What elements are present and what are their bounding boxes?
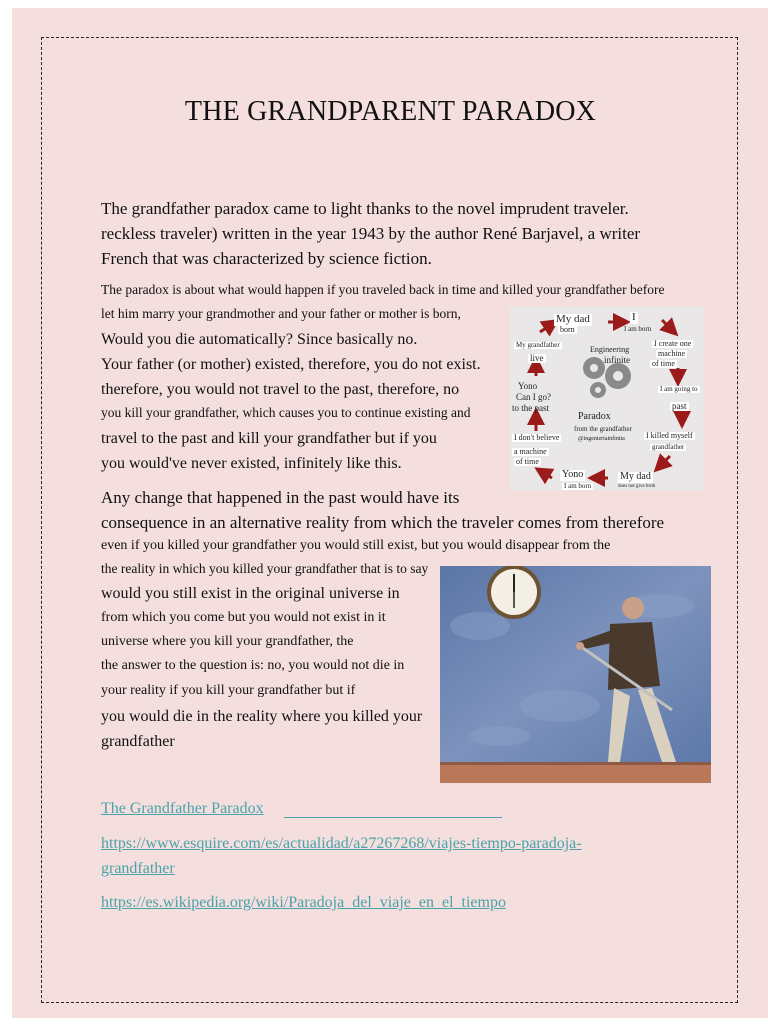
diagram-label: I create one <box>654 339 692 348</box>
paragraph-line: universe where you kill your grandfather, the <box>101 634 354 649</box>
paradox-cycle-diagram <box>510 306 704 490</box>
diagram-label: My dad <box>556 313 590 325</box>
diagram-label: I don't believe <box>514 433 560 442</box>
diagram-label: I am going to <box>660 385 698 393</box>
diagram-label: live <box>530 353 544 363</box>
diagram-label: My dad <box>620 471 651 482</box>
paragraph-line: the answer to the question is: no, you would not die in <box>101 658 405 673</box>
diagram-label: grandfather <box>652 443 685 451</box>
diagram-label: I am born <box>624 325 652 333</box>
document-page <box>12 8 768 1018</box>
diagram-label: @ingenieriainfinita <box>578 436 625 442</box>
paragraph-line: travel to the past and kill your grandfather but if you <box>101 430 437 447</box>
diagram-label: I killed myself <box>646 431 693 440</box>
diagram-label: infinite <box>604 355 630 365</box>
diagram-label: Paradox <box>578 411 611 422</box>
diagram-label: past <box>672 401 687 411</box>
paragraph-line: let him marry your grandmother and your father or mother is born, <box>101 306 461 321</box>
paragraph-line: would you still exist in the original universe in <box>101 585 400 602</box>
diagram-label: My grandfather <box>516 341 560 349</box>
diagram-label: of time <box>652 359 675 368</box>
diagram-label: does not give birth <box>618 484 656 489</box>
diagram-label: Yono <box>562 469 584 480</box>
grandfather-photo <box>440 566 711 783</box>
reference-link[interactable]: https://www.esquire.com/es/actualidad/a27267268/viajes-tiempo-paradoja- <box>101 835 582 852</box>
paragraph-line: Your father (or mother) existed, therefore, you do not exist. <box>101 356 481 373</box>
reference-link[interactable]: grandfather <box>101 860 175 877</box>
clock-icon <box>487 566 541 619</box>
paragraph-line: you would've never existed, infinitely like this. <box>101 455 402 472</box>
diagram-label: born <box>560 325 575 334</box>
diagram-label: machine <box>658 349 686 358</box>
paragraph-line: even if you killed your grandfather you would still exist, but you would disappear from the <box>101 538 611 553</box>
reference-link[interactable]: The Grandfather Paradox <box>101 800 264 817</box>
paragraph-line: from which you come but you would not exist in it <box>101 610 386 625</box>
diagram-label: Engineering <box>590 345 630 354</box>
paragraph-line: The paradox is about what would happen if you traveled back in time and killed your grandfather before <box>101 282 665 297</box>
paragraph-line: consequence in an alternative reality from which the traveler comes from therefore <box>101 513 665 532</box>
paragraph-line: you kill your grandfather, which causes you to continue existing and <box>101 405 471 420</box>
paragraph-line: the reality in which you killed your grandfather that is to say <box>101 561 429 576</box>
paragraph-line: grandfather <box>101 733 175 750</box>
diagram-label: Yono <box>518 381 538 391</box>
paragraph-line: The grandfather paradox came to light thanks to the novel imprudent traveler. <box>101 199 629 218</box>
paragraph-line: therefore, you would not travel to the past, therefore, no <box>101 381 460 398</box>
diagram-label: Can I go? <box>516 392 551 402</box>
diagram-label: from the grandfather <box>574 425 632 433</box>
link-underline <box>284 817 502 818</box>
diagram-label: a machine <box>514 447 547 456</box>
reference-link[interactable]: https://es.wikipedia.org/wiki/Paradoja_del_viaje_en_el_tiempo <box>101 894 506 911</box>
paragraph-line: reckless traveler) written in the year 1943 by the author René Barjavel, a writer <box>101 224 641 243</box>
paragraph-line: you would die in the reality where you killed your <box>101 708 423 725</box>
page-title: THE GRANDPARENT PARADOX <box>184 96 597 127</box>
diagram-label: I am born <box>564 482 592 490</box>
diagram-label: I <box>632 311 636 323</box>
paragraph-line: your reality if you kill your grandfather but if <box>101 683 356 698</box>
photo-illustration <box>440 566 711 783</box>
paragraph-line: Would you die automatically? Since basically no. <box>101 331 418 348</box>
paragraph-line: French that was characterized by science fiction. <box>101 249 432 268</box>
paragraph-line: Any change that happened in the past would have its <box>101 488 460 507</box>
diagram-label: of time <box>516 457 539 466</box>
diagram-label: to the past <box>512 403 549 413</box>
